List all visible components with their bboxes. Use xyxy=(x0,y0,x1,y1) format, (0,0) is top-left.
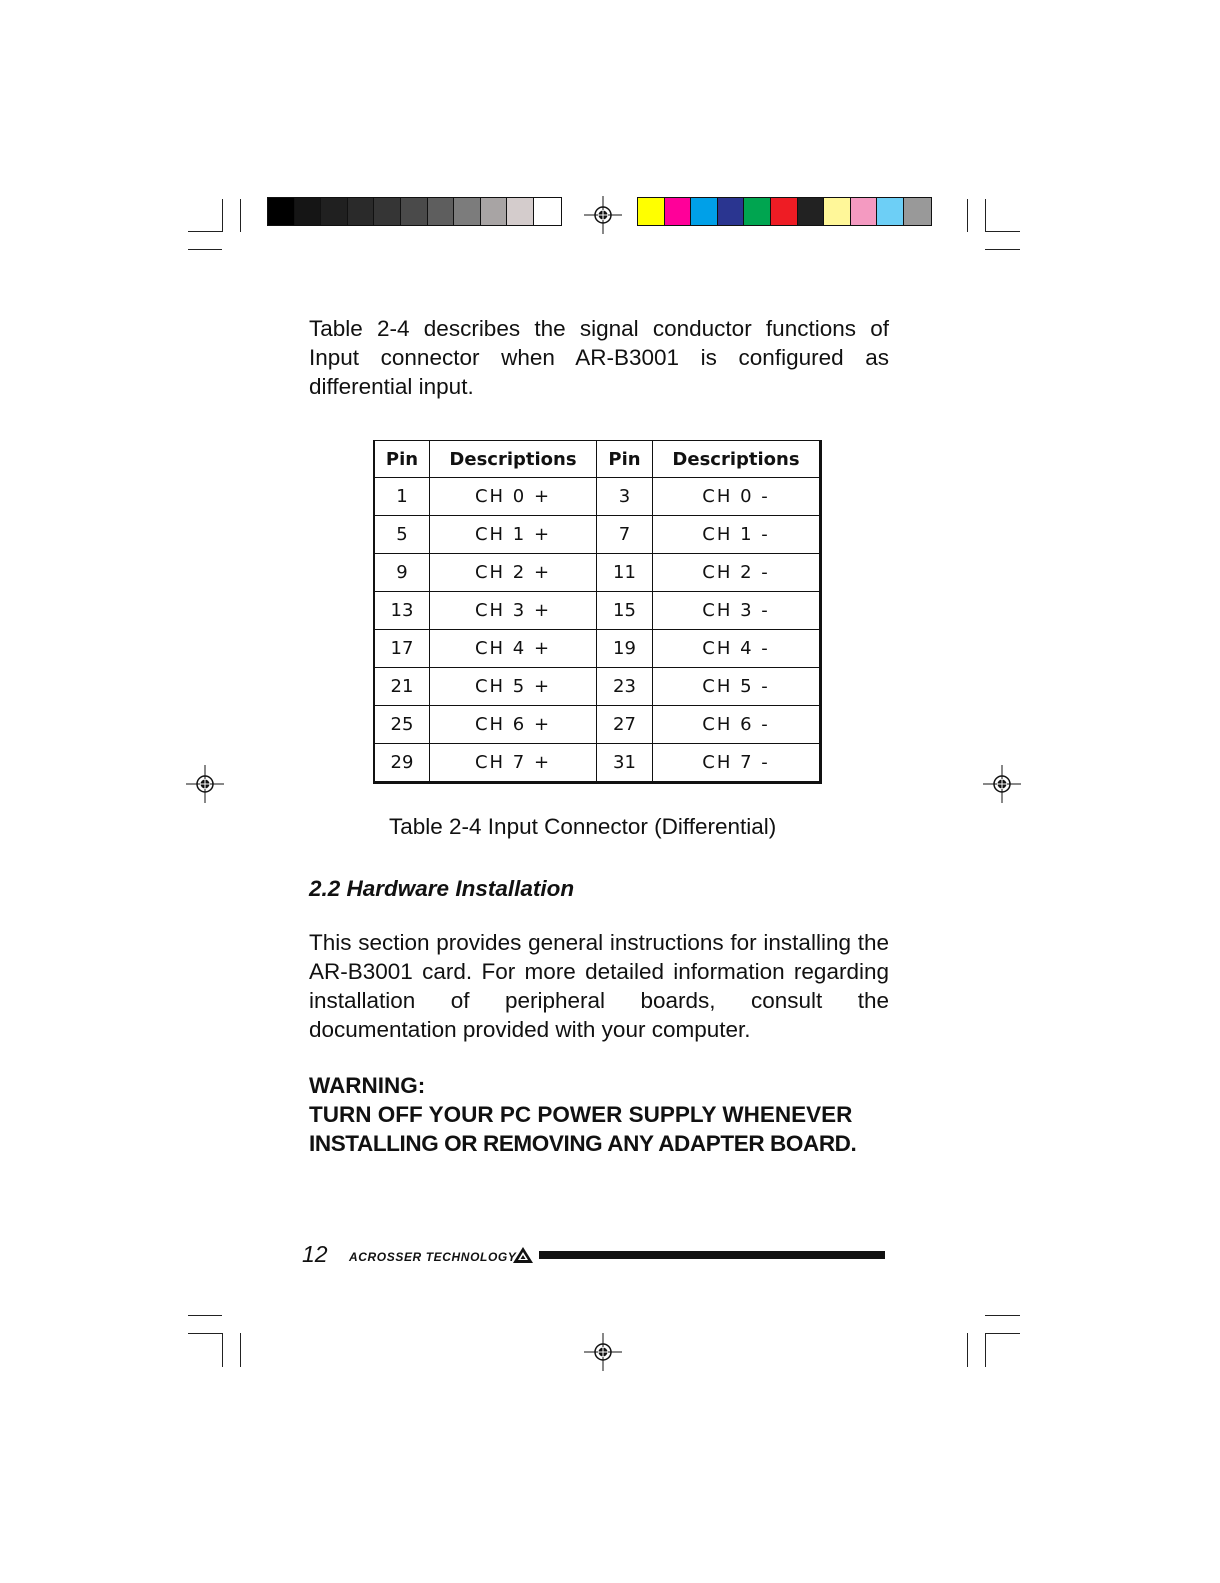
pin-cell: 21 xyxy=(374,668,430,706)
crosshair-circle-icon xyxy=(186,765,224,803)
page-number: 12 xyxy=(302,1241,328,1267)
color-swatch xyxy=(718,198,745,225)
warning-text-line: INSTALLING OR REMOVING ANY ADAPTER BOARD. xyxy=(309,1131,857,1156)
crop-mark xyxy=(985,249,1020,250)
column-header: Descriptions xyxy=(653,441,821,478)
color-swatch xyxy=(904,198,931,225)
color-swatch xyxy=(691,198,718,225)
color-swatch xyxy=(638,198,665,225)
color-swatch xyxy=(507,198,534,225)
table-header-row xyxy=(374,441,821,478)
color-swatch xyxy=(295,198,322,225)
crosshair-circle-icon xyxy=(584,1333,622,1371)
crop-mark xyxy=(985,231,1020,232)
description-cell: CH 6 - xyxy=(653,706,821,744)
crop-mark xyxy=(188,1333,222,1334)
pin-cell: 31 xyxy=(597,744,653,783)
description-cell: CH 1 - xyxy=(653,516,821,554)
description-cell: CH 4 - xyxy=(653,630,821,668)
pin-cell: 13 xyxy=(374,592,430,630)
pin-cell: 7 xyxy=(597,516,653,554)
pin-cell: 1 xyxy=(374,478,430,516)
description-cell: CH 0 + xyxy=(430,478,597,516)
color-swatch xyxy=(851,198,878,225)
column-header: Pin xyxy=(597,441,653,478)
color-swatch xyxy=(401,198,428,225)
pin-cell: 17 xyxy=(374,630,430,668)
grayscale-color-bar xyxy=(267,197,562,226)
table-row xyxy=(374,706,821,744)
description-cell: CH 6 + xyxy=(430,706,597,744)
table-caption: Table 2-4 Input Connector (Differential) xyxy=(389,814,777,839)
pin-cell: 25 xyxy=(374,706,430,744)
column-header: Pin xyxy=(374,441,430,478)
crop-mark xyxy=(188,249,222,250)
intro-paragraph: Table 2-4 describes the signal conductor functions of Input connector when AR-B3001 is configured as differential input. xyxy=(309,316,889,399)
color-swatch xyxy=(534,198,561,225)
crop-mark xyxy=(188,1315,222,1316)
acrosser-triangle-logo-icon xyxy=(512,1246,534,1264)
description-cell: CH 2 - xyxy=(653,554,821,592)
crop-mark xyxy=(985,1315,1020,1316)
crop-mark xyxy=(222,199,223,232)
pin-cell: 23 xyxy=(597,668,653,706)
color-swatch xyxy=(481,198,508,225)
pin-cell: 5 xyxy=(374,516,430,554)
color-swatch xyxy=(268,198,295,225)
warning-text-line: TURN OFF YOUR PC POWER SUPPLY WHENEVER xyxy=(309,1102,853,1127)
color-swatch xyxy=(798,198,825,225)
color-swatch xyxy=(744,198,771,225)
crop-mark xyxy=(967,1333,968,1367)
crop-mark xyxy=(967,199,968,232)
table-row xyxy=(374,668,821,706)
pin-cell: 29 xyxy=(374,744,430,783)
crop-mark xyxy=(240,199,241,232)
process-color-bar xyxy=(637,197,932,226)
crop-mark xyxy=(240,1333,241,1367)
color-swatch xyxy=(824,198,851,225)
pin-cell: 9 xyxy=(374,554,430,592)
description-cell: CH 5 + xyxy=(430,668,597,706)
crop-mark xyxy=(985,1333,986,1367)
color-swatch xyxy=(877,198,904,225)
color-swatch xyxy=(321,198,348,225)
table-row xyxy=(374,516,821,554)
color-swatch xyxy=(428,198,455,225)
description-cell: CH 2 + xyxy=(430,554,597,592)
section-title: 2.2 Hardware Installation xyxy=(309,876,575,901)
table-row xyxy=(374,592,821,630)
pin-cell: 19 xyxy=(597,630,653,668)
pin-cell: 11 xyxy=(597,554,653,592)
color-swatch xyxy=(454,198,481,225)
description-cell: CH 0 - xyxy=(653,478,821,516)
pin-cell: 27 xyxy=(597,706,653,744)
description-cell: CH 7 - xyxy=(653,744,821,783)
description-cell: CH 4 + xyxy=(430,630,597,668)
table-row xyxy=(374,630,821,668)
section-paragraph: This section provides general instructions for installing the AR-B3001 card. For more detailed information regarding installation of peripheral boards, consult the documentation provided with your computer. xyxy=(309,930,889,1042)
description-cell: CH 5 - xyxy=(653,668,821,706)
color-swatch xyxy=(771,198,798,225)
pin-cell: 15 xyxy=(597,592,653,630)
table-row xyxy=(374,554,821,592)
crosshair-circle-icon xyxy=(584,196,622,234)
input-connector-table xyxy=(373,440,822,784)
color-swatch xyxy=(348,198,375,225)
crop-mark xyxy=(985,1333,1020,1334)
warning-block xyxy=(309,1071,889,1158)
crop-mark xyxy=(985,199,986,232)
description-cell: CH 3 + xyxy=(430,592,597,630)
description-cell: CH 7 + xyxy=(430,744,597,783)
footer-brand: ACROSSER TECHNOLOGY xyxy=(349,1250,517,1264)
crosshair-circle-icon xyxy=(983,765,1021,803)
description-cell: CH 1 + xyxy=(430,516,597,554)
column-header: Descriptions xyxy=(430,441,597,478)
color-swatch xyxy=(665,198,692,225)
warning-label: WARNING: xyxy=(309,1073,426,1098)
pin-cell: 3 xyxy=(597,478,653,516)
footer-rule xyxy=(539,1251,885,1259)
table-row xyxy=(374,744,821,783)
crop-mark xyxy=(188,231,222,232)
description-cell: CH 3 - xyxy=(653,592,821,630)
crop-mark xyxy=(222,1333,223,1367)
color-swatch xyxy=(374,198,401,225)
table-row xyxy=(374,478,821,516)
